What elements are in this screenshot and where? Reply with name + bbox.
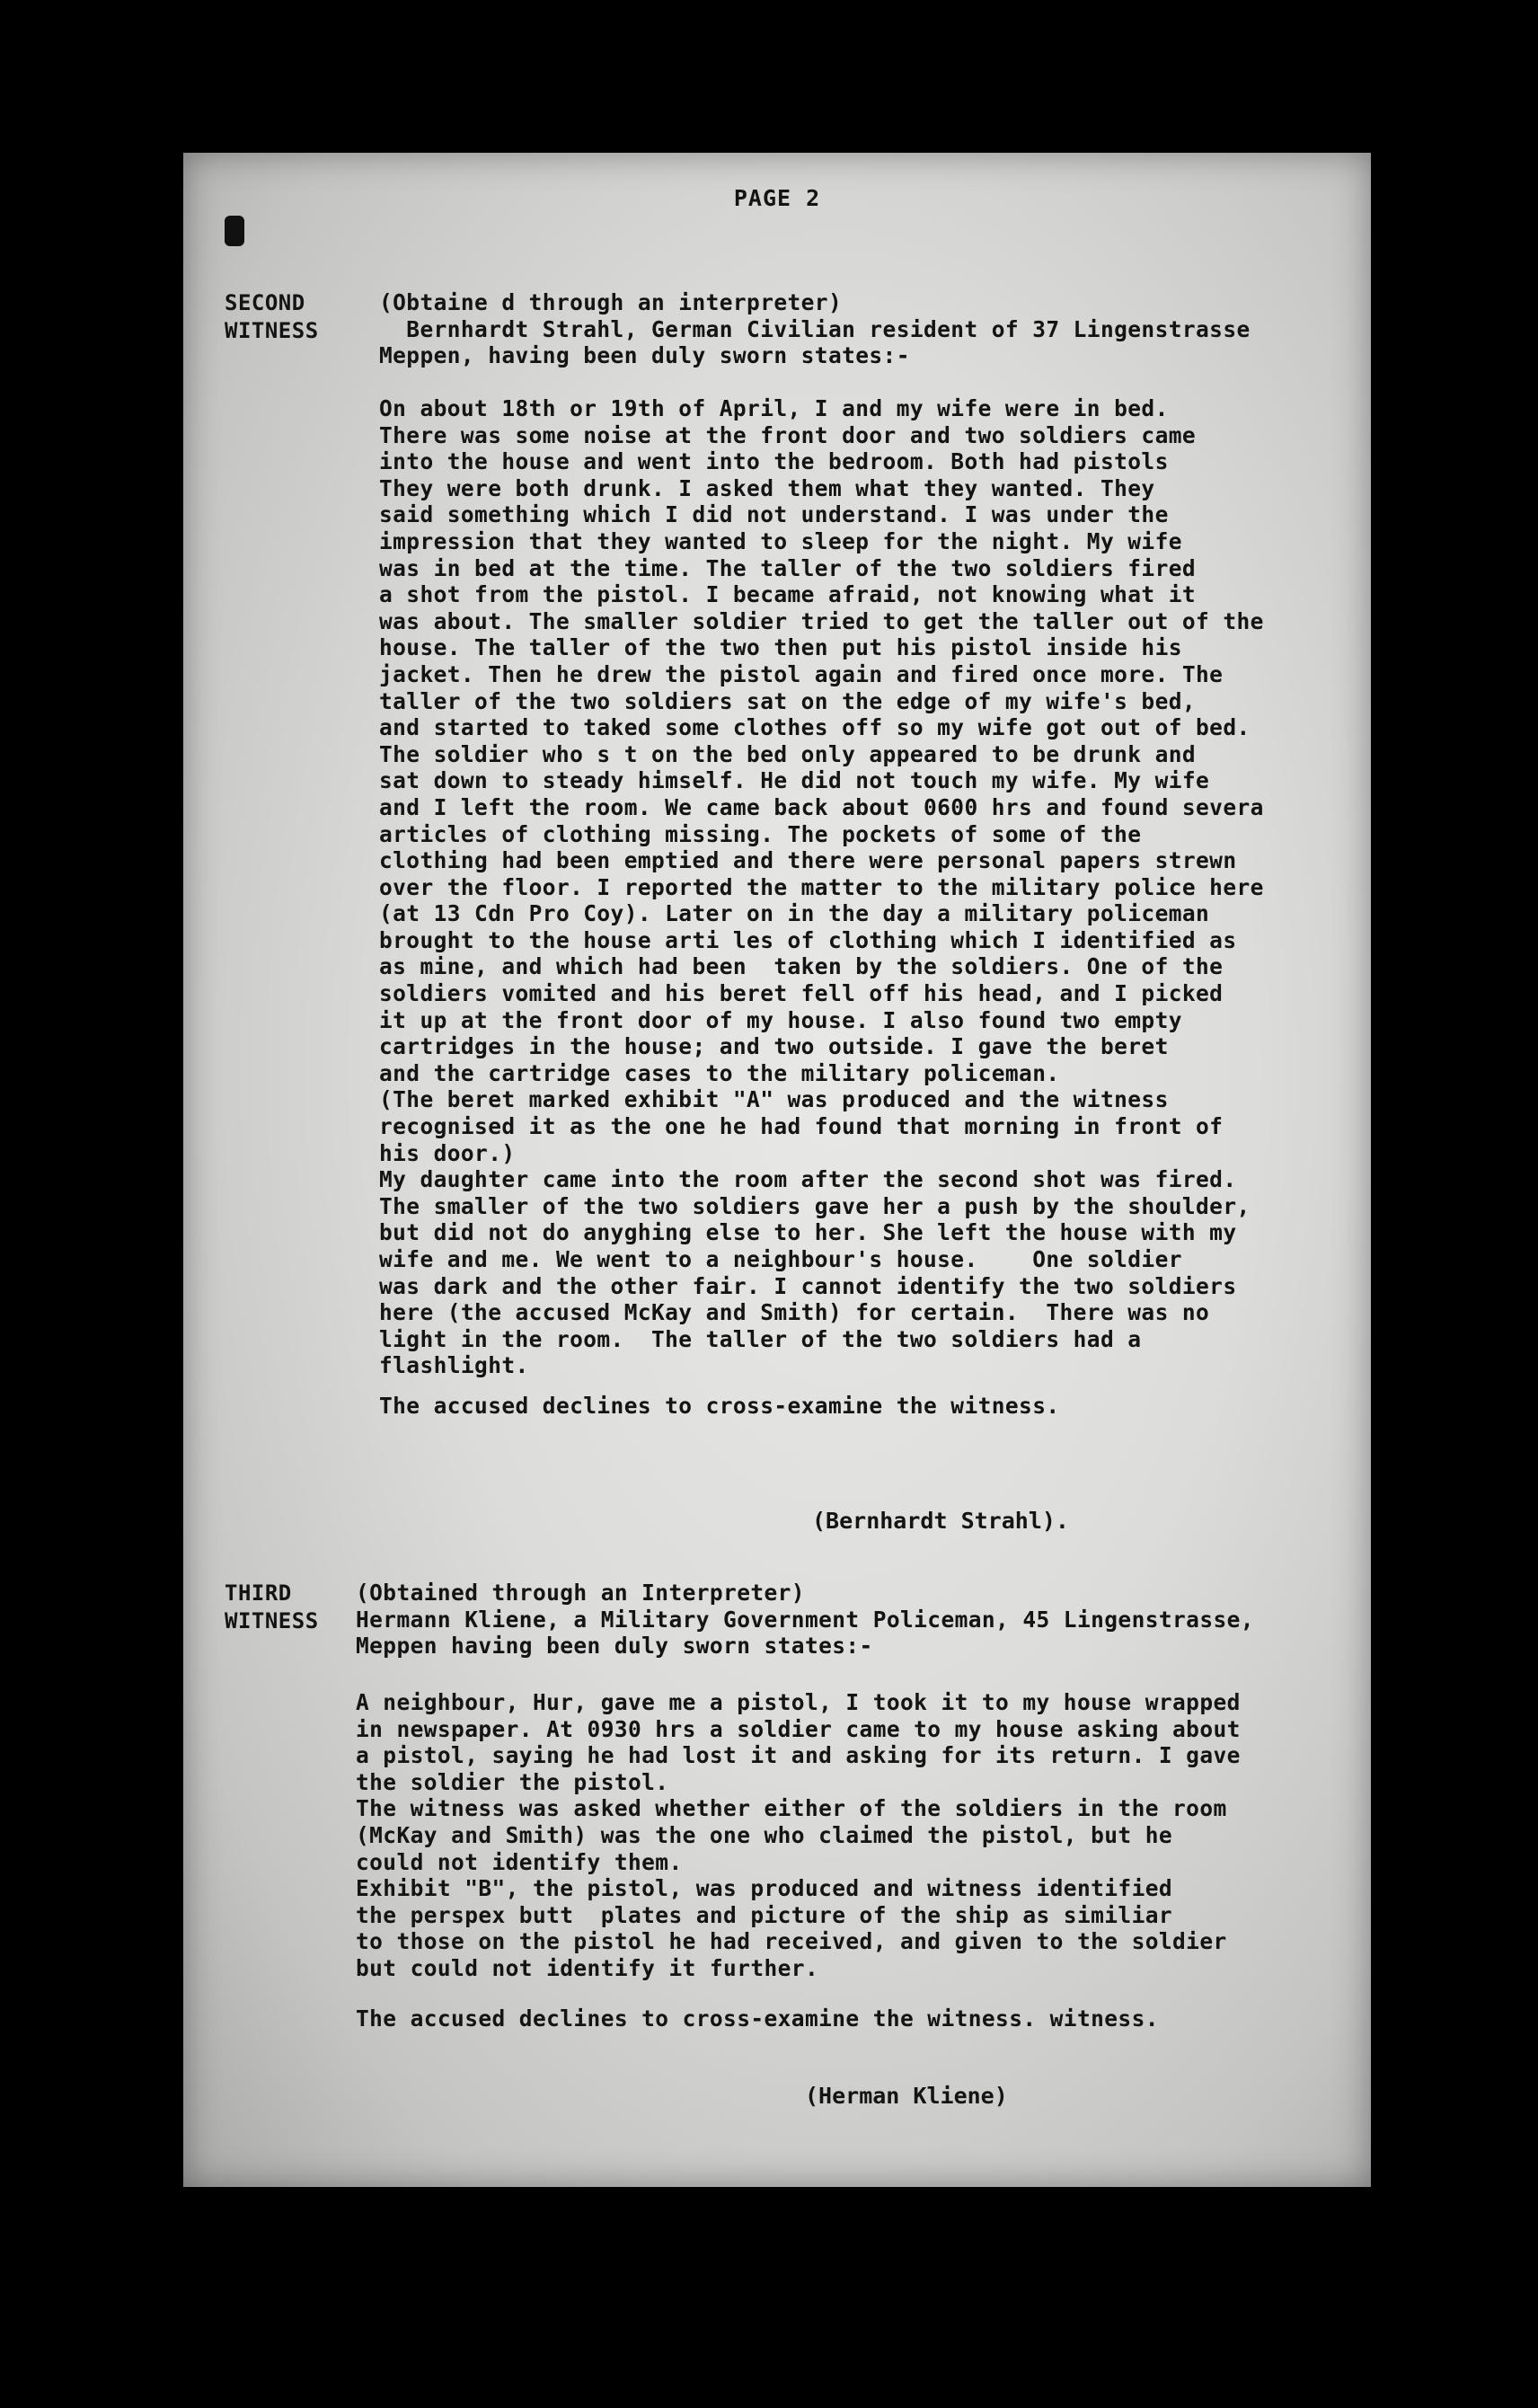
third-witness-declines: The accused declines to cross-examine the witness. witness. — [356, 2005, 1159, 2032]
text-line: Hermann Kliene, a Military Government Policeman, 45 Lingenstrasse, — [356, 1606, 1254, 1633]
text-line: and started to taked some clothes off so my wife got out of bed. — [379, 714, 1251, 741]
text-line: the perspex butt plates and picture of the ship as similiar — [356, 1901, 1173, 1928]
punch-hole — [225, 216, 244, 246]
text-line: said something which I did not understand. I was under the — [379, 501, 1169, 528]
text-line: a shot from the pistol. I became afraid, not knowing what it — [379, 581, 1197, 608]
text-line: here (the accused McKay and Smith) for certain. There was no — [379, 1299, 1210, 1326]
text-line: flashlight. — [379, 1352, 529, 1379]
text-line: impression that they wanted to sleep for the night. My wife — [379, 527, 1182, 554]
text-line: it up at the front door of my house. I also found two empty — [379, 1006, 1182, 1033]
text-line: sat down to steady himself. He did not touch my wife. My wife — [379, 767, 1210, 794]
text-line: as mine, and which had been taken by the soldiers. One of the — [379, 953, 1224, 980]
text-line: taller of the two soldiers sat on the edge of my wife's bed, — [379, 687, 1197, 714]
text-line: (McKay and Smith) was the one who claimed the pistol, but he — [356, 1821, 1173, 1848]
text-line: (Obtaine d through an interpreter) — [379, 289, 843, 315]
text-line: a pistol, saying he had lost it and asking for its return. I gave — [356, 1742, 1241, 1769]
second-witness-label-line1: SECOND — [225, 290, 305, 315]
text-line: (The beret marked exhibit "A" was produced and the witness — [379, 1086, 1169, 1113]
text-line: The soldier who s t on the bed only appeared to be drunk and — [379, 740, 1197, 767]
text-line: light in the room. The taller of the two soldiers had a — [379, 1325, 1142, 1352]
third-witness-label-line2: WITNESS — [225, 1608, 319, 1633]
text-line: but could not identify it further. — [356, 1954, 819, 1981]
text-line: and I left the room. We came back about 0600 hrs and found severa — [379, 793, 1264, 820]
text-line: his door.) — [379, 1139, 516, 1166]
text-line: The smaller of the two soldiers gave her a push by the shoulder, — [379, 1192, 1251, 1219]
text-line: There was some noise at the front door and two soldiers came — [379, 421, 1197, 448]
text-line: They were both drunk. I asked them what they wanted. They — [379, 474, 1155, 501]
text-line: jacket. Then he drew the pistol again and fired once more. The — [379, 660, 1224, 687]
third-witness-statement — [356, 1689, 1241, 1982]
second-witness-intro — [379, 289, 1251, 369]
text-line: soldiers vomited and his beret fell off his head, and I picked — [379, 980, 1224, 1007]
second-witness-label — [225, 289, 319, 345]
text-line: but did not do anyghing else to her. She left the house with my — [379, 1219, 1237, 1246]
page-number: PAGE 2 — [733, 185, 821, 211]
text-line: over the floor. I reported the matter to the military police here — [379, 873, 1264, 900]
document-page — [183, 153, 1371, 2187]
text-line: Exhibit "B", the pistol, was produced and witness identified — [356, 1875, 1173, 1902]
text-line: cartridges in the house; and two outside. I gave the beret — [379, 1033, 1169, 1060]
third-witness-intro — [356, 1580, 1254, 1660]
text-line: Meppen, having been duly sworn states:- — [379, 342, 910, 369]
second-witness-label-line2: WITNESS — [225, 318, 319, 343]
third-witness-label-line1: THIRD — [225, 1580, 292, 1606]
third-witness-label — [225, 1580, 319, 1635]
text-line: was about. The smaller soldier tried to get the taller out of the — [379, 607, 1264, 634]
third-witness-signature: (Herman Kliene) — [805, 2083, 1008, 2109]
text-line: house. The taller of the two then put his pistol inside his — [379, 634, 1182, 661]
text-line: articles of clothing missing. The pockets of some of the — [379, 820, 1142, 847]
text-line: On about 18th or 19th of April, I and my wife were in bed. — [379, 395, 1169, 421]
text-line: to those on the pistol he had received, and given to the soldier — [356, 1928, 1227, 1955]
text-line: Meppen having been duly sworn states:- — [356, 1633, 873, 1660]
second-witness-signature: (Bernhardt Strahl). — [812, 1508, 1069, 1534]
text-line: Bernhardt Strahl, German Civilian resident of 37 Lingenstrasse — [379, 315, 1251, 342]
text-line: My daughter came into the room after the second shot was fired. — [379, 1166, 1237, 1193]
text-line: brought to the house arti les of clothing which I identified as — [379, 926, 1237, 953]
text-line: the soldier the pistol. — [356, 1768, 669, 1795]
text-line: clothing had been emptied and there were personal papers strewn — [379, 847, 1237, 874]
text-line: wife and me. We went to a neighbour's house. One soldier — [379, 1246, 1182, 1272]
text-line: (Obtained through an Interpreter) — [356, 1580, 805, 1606]
text-line: into the house and went into the bedroom. Both had pistols — [379, 448, 1169, 475]
text-line: was dark and the other fair. I cannot identify the two soldiers — [379, 1272, 1237, 1299]
second-witness-declines: The accused declines to cross-examine the witness. — [379, 1393, 1060, 1419]
text-line: The witness was asked whether either of the soldiers in the room — [356, 1795, 1227, 1822]
text-line: (at 13 Cdn Pro Coy). Later on in the day a military policeman — [379, 900, 1210, 927]
text-line: recognised it as the one he had found that morning in front of — [379, 1113, 1224, 1140]
text-line: in newspaper. At 0930 hrs a soldier came to my house asking about — [356, 1715, 1241, 1742]
second-witness-statement — [379, 395, 1264, 1379]
text-line: and the cartridge cases to the military policeman. — [379, 1059, 1060, 1086]
text-line: A neighbour, Hur, gave me a pistol, I took it to my house wrapped — [356, 1689, 1241, 1715]
text-line: was in bed at the time. The taller of the two soldiers fired — [379, 554, 1197, 581]
text-line: could not identify them. — [356, 1848, 683, 1875]
